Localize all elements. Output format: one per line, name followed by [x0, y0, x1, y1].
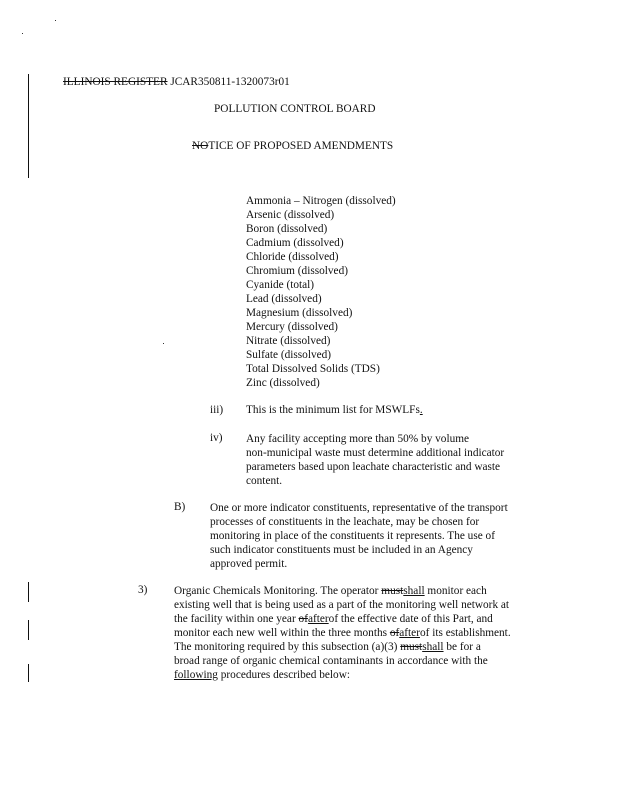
text-run: the facility within one year [174, 613, 299, 625]
text-run: of the effective date of this Part, and [328, 613, 493, 625]
paragraph-line: content. [246, 475, 283, 487]
paragraph-line: Any facility accepting more than 50% by volume [246, 433, 470, 445]
list-item: Sulfate (dissolved) [246, 349, 332, 361]
list-item: Chloride (dissolved) [246, 251, 339, 263]
paragraph-line: such indicator constituents must be included in an Agency [210, 544, 473, 556]
text-run: The monitoring required by this subsection (a)(3) [174, 641, 401, 653]
text-run: of its establishment. [419, 627, 511, 639]
paragraph-line: non-municipal waste must determine additional indicator [246, 447, 505, 459]
register-header [63, 76, 290, 88]
inserted-text: after [399, 627, 420, 639]
item-iv-label: iv) [210, 432, 223, 444]
text-run: be for a [443, 641, 481, 653]
paragraph-line: monitoring in place of the constituents it represents. The use of [210, 530, 495, 542]
list-item: Mercury (dissolved) [246, 321, 338, 333]
paragraph-line: One or more indicator constituents, representative of the transport [210, 502, 508, 514]
item-iv-text [246, 432, 504, 488]
list-item: Cyanide (total) [246, 279, 315, 291]
scan-speck [22, 33, 23, 34]
struck-text: must [400, 641, 423, 653]
inserted-text: shall [403, 585, 425, 597]
list-item: Ammonia – Nitrogen (dissolved) [246, 195, 396, 207]
list-item: Arsenic (dissolved) [246, 209, 335, 221]
text-run: procedures described below: [217, 669, 350, 681]
inserted-text: following [174, 669, 218, 681]
item-3-label: 3) [138, 584, 148, 596]
board-title: POLLUTION CONTROL BOARD [214, 103, 376, 115]
change-bar [28, 620, 29, 640]
struck-text: of [298, 613, 308, 625]
item-3-text [174, 584, 511, 682]
list-item: Magnesium (dissolved) [246, 307, 353, 319]
text-run: monitor each [424, 585, 487, 597]
item-iii-label: iii) [210, 404, 224, 416]
jcar-code: JCAR350811-1320073r01 [170, 76, 290, 88]
notice-title-struck: NO [192, 140, 209, 152]
change-bar [28, 582, 29, 602]
item-b-text [210, 501, 508, 571]
list-item: Zinc (dissolved) [246, 377, 320, 389]
item-iii-text [246, 404, 423, 416]
paragraph-line [174, 584, 511, 598]
list-item: Boron (dissolved) [246, 223, 328, 235]
register-title-struck: ILLINOIS REGISTER [63, 76, 168, 88]
paragraph-line [174, 612, 511, 626]
change-bar [28, 74, 29, 178]
paragraph-line [174, 626, 511, 640]
scan-speck [55, 20, 56, 21]
paragraph-line [174, 640, 511, 654]
list-item: Total Dissolved Solids (TDS) [246, 363, 380, 375]
paragraph-line: existing well that is being used as a part of the monitoring well network at [174, 599, 510, 611]
item-iii-period: . [419, 404, 423, 416]
struck-text: must [381, 585, 404, 597]
scan-speck [163, 343, 164, 344]
notice-title [192, 140, 393, 152]
constituent-list [246, 194, 396, 390]
notice-title-rest: TICE OF PROPOSED AMENDMENTS [208, 140, 394, 152]
item-b-label: B) [174, 501, 186, 513]
text-run: Organic Chemicals Monitoring. The operator [174, 585, 382, 597]
paragraph-line: broad range of organic chemical contaminants in accordance with the [174, 655, 488, 667]
list-item: Cadmium (dissolved) [246, 237, 344, 249]
list-item: Lead (dissolved) [246, 293, 322, 305]
inserted-text: after [307, 613, 329, 625]
list-item: Nitrate (dissolved) [246, 335, 331, 347]
change-bar [28, 664, 29, 682]
paragraph-line [174, 668, 511, 682]
paragraph-line: approved permit. [210, 558, 288, 570]
text-run: monitor each new well within the three months [174, 627, 390, 639]
inserted-text: shall [422, 641, 444, 653]
struck-text: of [389, 627, 400, 639]
item-iii-body: This is the minimum list for MSWLFs [246, 404, 420, 416]
list-item: Chromium (dissolved) [246, 265, 348, 277]
paragraph-line: processes of constituents in the leachate, may be chosen for [210, 516, 480, 528]
paragraph-line: parameters based upon leachate characteristic and waste [246, 461, 501, 473]
